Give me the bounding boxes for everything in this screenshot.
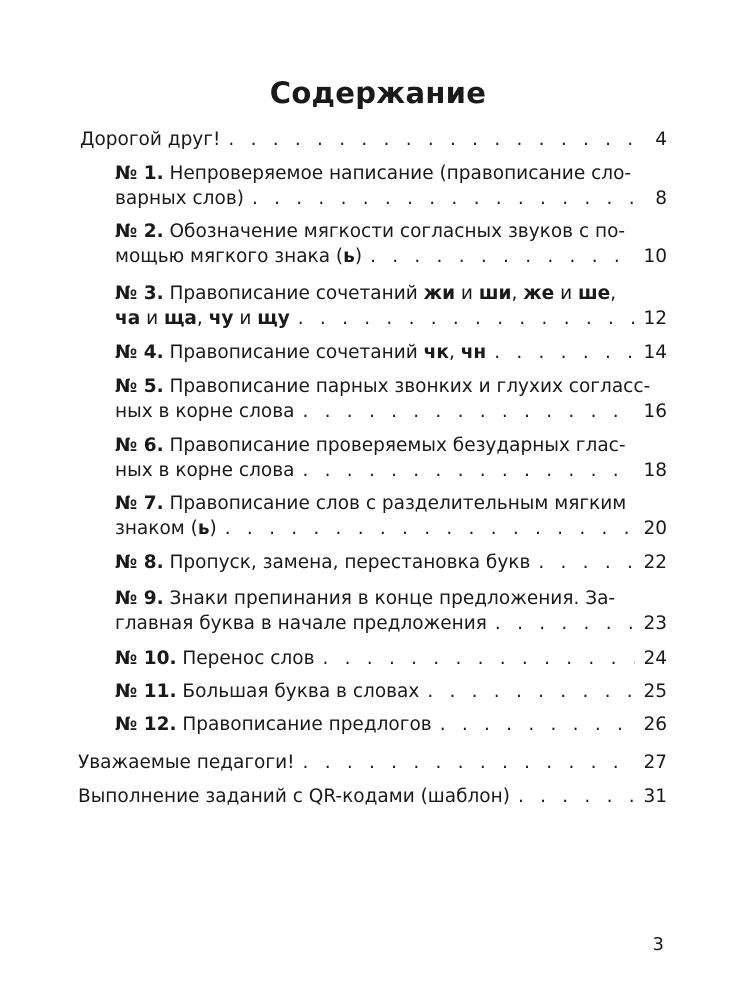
page-title: Содержание bbox=[269, 76, 487, 110]
connector: , bbox=[196, 308, 209, 329]
connector: , bbox=[610, 283, 617, 304]
toc-entry-title-cont: мощью мягкого знака ( bbox=[115, 246, 344, 267]
toc-entry-title: Выполнение заданий с QR-кодами (шаблон) bbox=[78, 786, 510, 807]
closing-paren: ) bbox=[209, 518, 217, 539]
toc-entry-number: № 6. bbox=[115, 435, 164, 456]
toc-entry-10[interactable] bbox=[115, 646, 667, 671]
toc-page-number: 18 bbox=[643, 460, 667, 481]
bold-syllable: ше bbox=[578, 283, 611, 304]
toc-entry-title: Обозначение мягкости согласных звуков с по- bbox=[169, 221, 626, 242]
toc-page-number: 31 bbox=[643, 786, 667, 807]
bold-syllable: ща bbox=[163, 308, 197, 329]
toc-entry-number: № 12. bbox=[115, 714, 177, 735]
leader-dots bbox=[298, 306, 636, 331]
toc-entry-title-cont: главная буква в начале предложения bbox=[115, 613, 487, 634]
leader-dots bbox=[495, 611, 636, 636]
toc-page-number: 8 bbox=[655, 188, 667, 209]
toc-page-number: 25 bbox=[643, 681, 667, 702]
toc-entry-number: № 3. bbox=[115, 283, 164, 304]
toc-page-number: 23 bbox=[643, 613, 667, 634]
toc-page-number: 14 bbox=[643, 342, 667, 363]
toc-page-number: 26 bbox=[643, 714, 667, 735]
toc-entry-5[interactable] bbox=[115, 374, 667, 424]
leader-dots bbox=[427, 679, 635, 704]
toc-entry-title: Большая буква в словах bbox=[182, 681, 420, 702]
closing-paren: ) bbox=[354, 246, 363, 267]
toc-entry-title: Правописание проверяемых безударных глас- bbox=[169, 435, 626, 456]
soft-sign: ь bbox=[343, 246, 355, 267]
toc-entry-7[interactable] bbox=[115, 491, 667, 541]
toc-entry-9[interactable] bbox=[115, 586, 667, 636]
toc-entry-title-cont: варных слов) bbox=[115, 188, 244, 209]
soft-sign: ь bbox=[197, 518, 210, 539]
leader-dots bbox=[302, 458, 635, 483]
connector: и bbox=[140, 308, 164, 329]
toc-page-number: 27 bbox=[643, 752, 667, 773]
toc-entry-3[interactable] bbox=[115, 281, 667, 331]
toc-entry-4[interactable] bbox=[115, 340, 667, 365]
bold-syllable: чу bbox=[208, 308, 234, 329]
toc-entry-qr-codes[interactable] bbox=[78, 784, 667, 809]
toc-page-number: 22 bbox=[643, 552, 667, 573]
toc-entry-6[interactable] bbox=[115, 433, 667, 483]
leader-dots bbox=[518, 784, 636, 809]
toc-entry-title-cont: знаком ( bbox=[115, 518, 198, 539]
toc-entry-number: № 2. bbox=[115, 221, 164, 242]
connector: , bbox=[511, 283, 524, 304]
toc-entry-number: № 10. bbox=[115, 648, 177, 669]
leader-dots bbox=[225, 516, 636, 541]
toc-entry-title-cont: ных в корне слова bbox=[115, 401, 295, 422]
connector: , bbox=[448, 342, 461, 363]
bold-syllable: щу bbox=[257, 308, 290, 329]
connector: и bbox=[554, 283, 578, 304]
toc-entry-title: Правописание парных звонких и глухих согласс- bbox=[169, 376, 651, 397]
toc-entry-title: Правописание сочетаний bbox=[169, 342, 424, 363]
toc-entry-title: Непроверяемое написание (правописание сло- bbox=[169, 163, 632, 184]
page-number: 3 bbox=[652, 934, 664, 955]
leader-dots bbox=[303, 750, 636, 775]
leader-dots bbox=[370, 244, 635, 269]
leader-dots bbox=[538, 550, 635, 575]
toc-entry-title: Правописание предлогов bbox=[182, 714, 432, 735]
toc-entry-2[interactable] bbox=[115, 219, 667, 269]
toc-page-number: 24 bbox=[643, 648, 667, 669]
toc-entry-number: № 8. bbox=[115, 552, 164, 573]
toc-entry-1[interactable] bbox=[115, 161, 667, 211]
leader-dots bbox=[228, 127, 637, 152]
leader-dots bbox=[252, 186, 637, 211]
toc-entry-number: № 11. bbox=[115, 681, 177, 702]
toc-entry-number: № 1. bbox=[115, 163, 164, 184]
toc-entry-title: Пропуск, замена, перестановка букв bbox=[169, 552, 531, 573]
bold-syllable: ча bbox=[115, 308, 141, 329]
toc-entry-intro[interactable] bbox=[80, 127, 667, 152]
toc-entry-12[interactable] bbox=[115, 712, 667, 737]
toc-page-number: 4 bbox=[655, 129, 667, 150]
leader-dots bbox=[494, 340, 635, 365]
toc-entry-title: Правописание сочетаний bbox=[169, 283, 424, 304]
connector: и bbox=[233, 308, 258, 329]
toc-entry-teachers[interactable] bbox=[78, 750, 667, 775]
bold-syllable: ши bbox=[478, 283, 512, 304]
toc-page-number: 20 bbox=[643, 518, 667, 539]
toc-entry-8[interactable] bbox=[115, 550, 667, 575]
toc-page-number: 12 bbox=[643, 308, 667, 329]
toc-entry-number: № 5. bbox=[115, 376, 164, 397]
leader-dots bbox=[322, 646, 635, 671]
toc-page-number: 16 bbox=[643, 401, 667, 422]
toc-entry-title: Дорогой друг! bbox=[80, 129, 221, 150]
leader-dots bbox=[302, 399, 635, 424]
toc-entry-title: Правописание слов с разделительным мягким bbox=[169, 493, 627, 514]
bold-syllable: же bbox=[523, 283, 555, 304]
toc-entry-number: № 4. bbox=[115, 342, 164, 363]
toc-entry-11[interactable] bbox=[115, 679, 667, 704]
bold-syllable: жи bbox=[423, 283, 456, 304]
toc-entry-title: Уважаемые педагоги! bbox=[78, 752, 295, 773]
toc-entry-number: № 9. bbox=[115, 588, 164, 609]
toc-entry-title: Перенос слов bbox=[182, 648, 315, 669]
connector: и bbox=[455, 283, 479, 304]
bold-syllable: чн bbox=[460, 342, 487, 363]
bold-syllable: чк bbox=[423, 342, 449, 363]
toc-entry-title-cont: ных в корне слова bbox=[115, 460, 295, 481]
toc-page-number: 10 bbox=[643, 246, 667, 267]
toc-entry-number: № 7. bbox=[115, 493, 164, 514]
leader-dots bbox=[440, 712, 636, 737]
toc-entry-title: Знаки препинания в конце предложения. За- bbox=[169, 588, 616, 609]
